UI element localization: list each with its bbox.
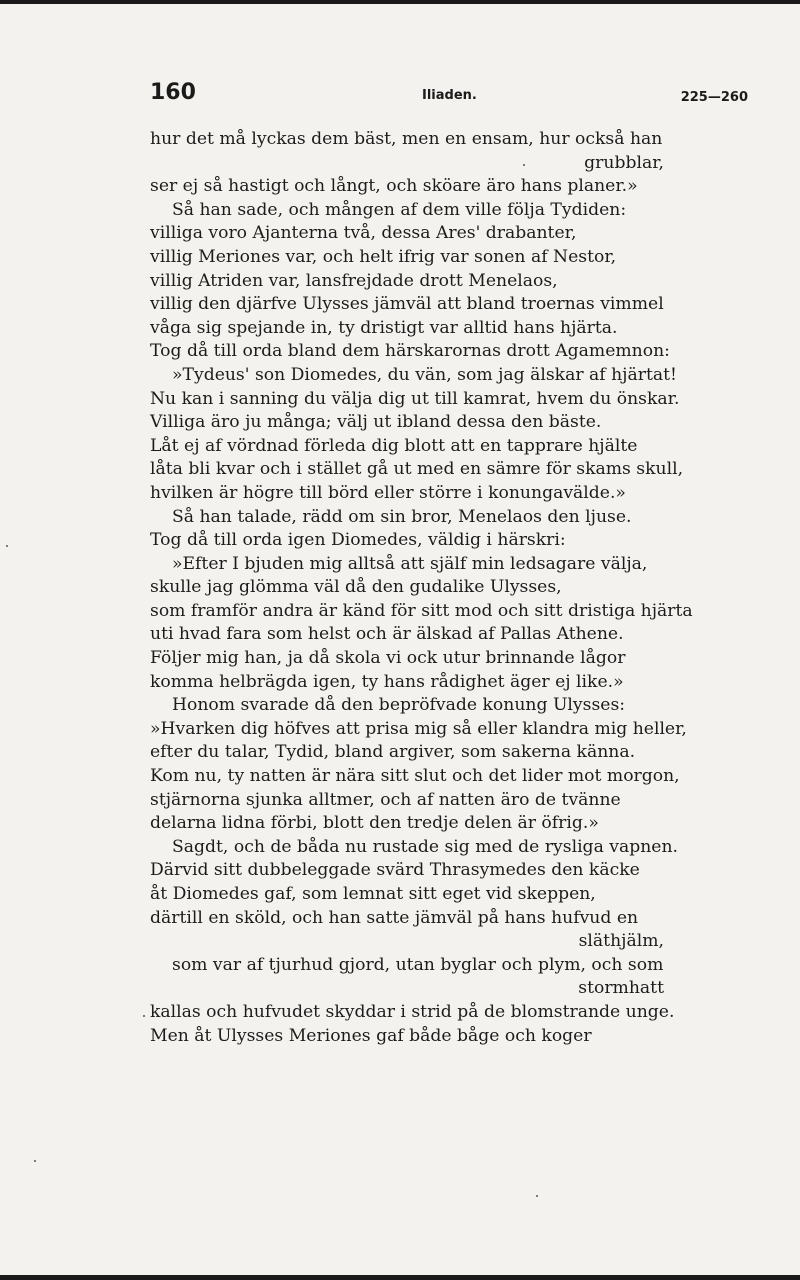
verse-line: delarna lidna förbi, blott den tredje delen är öfrig.»: [150, 813, 599, 834]
scan-speck: [536, 1195, 538, 1197]
verse-line: därtill en sköld, och han satte jämväl på hans hufvud en: [150, 907, 639, 928]
verse-line: ser ej så hastigt och långt, och sköare äro hans planer.»: [150, 176, 638, 197]
verse-line: skulle jag glömma väl då den gudalike Ulysses,: [150, 577, 562, 598]
verse-line: villig den djärfve Ulysses jämväl att bland troernas vimmel: [150, 294, 664, 315]
verse-line: villig Meriones var, och helt ifrig var sonen af Nestor,: [150, 246, 617, 267]
scan-speck: [523, 164, 525, 166]
scan-speck: [6, 545, 8, 547]
verse-line: Låt ej af vördnad förleda dig blott att en tapprare hjälte: [150, 435, 638, 456]
verse-line: låta bli kvar och i stället gå ut med en sämre för skams skull,: [150, 459, 684, 480]
verse-line: kallas och hufvudet skyddar i strid på de blomstrande unge.: [150, 1001, 675, 1022]
verse-line: Så han sade, och mången af dem ville följa Tydiden:: [172, 199, 627, 220]
verse-line: Villiga äro ju många; välj ut ibland dessa den bäste.: [150, 412, 602, 433]
verse-line: våga sig spejande in, ty dristigt var alltid hans hjärta.: [150, 317, 618, 338]
verse-line: villig Atriden var, lansfrejdade drott Menelaos,: [150, 270, 558, 291]
verse-line: Därvid sitt dubbeleggade svärd Thrasymedes den käcke: [150, 860, 640, 881]
poem-text: [150, 128, 750, 1048]
page-header: [150, 80, 748, 110]
verse-line: efter du talar, Tydid, bland argiver, som sakerna känna.: [150, 742, 636, 763]
verse-line: Tog då till orda igen Diomedes, väldig i härskri:: [150, 530, 566, 551]
verse-line: Så han talade, rädd om sin bror, Menelaos den ljuse.: [172, 506, 632, 527]
verse-line: som var af tjurhud gjord, utan byglar och plym, och som: [172, 954, 664, 975]
verse-line: hvilken är högre till börd eller större i konungavälde.»: [150, 482, 626, 503]
verse-line: som framför andra är känd för sitt mod och sitt dristiga hjärta: [150, 600, 693, 621]
verse-line: hur det må lyckas dem bäst, men en ensam, hur också han: [150, 129, 663, 149]
verse-line: »Hvarken dig höfves att prisa mig så eller klandra mig heller,: [150, 718, 687, 739]
verse-line-continuation: stormhatt: [578, 978, 664, 999]
verse-line-continuation: släthjälm,: [578, 931, 664, 952]
verse-line: Honom svarade då den bepröfvade konung Ulysses:: [172, 695, 626, 716]
verse-line: Sagdt, och de båda nu rustade sig med de rysliga vapnen.: [172, 836, 679, 857]
verse-line: »Efter I bjuden mig alltså att själf min ledsagare välja,: [172, 553, 648, 574]
verse-line: Kom nu, ty natten är nära sitt slut och det lider mot morgon,: [150, 766, 680, 787]
verse-line: Följer mig han, ja då skola vi ock utur brinnande lågor: [150, 648, 626, 669]
verse-line: komma helbrägda igen, ty hans rådighet äger ej like.»: [150, 671, 624, 692]
running-title: Iliaden.: [422, 88, 477, 103]
verse-line: Nu kan i sanning du välja dig ut till kamrat, hvem du önskar.: [150, 388, 680, 409]
scan-speck: [34, 1160, 36, 1162]
line-range: 225—260: [680, 90, 748, 105]
scan-edge-bottom: [0, 1275, 800, 1280]
verse-line: stjärnorna sjunka alltmer, och af natten äro de tvänne: [150, 789, 621, 810]
verse-line: »Tydeus' son Diomedes, du vän, som jag älskar af hjärtat!: [172, 364, 677, 385]
scan-speck: [143, 1015, 145, 1017]
verse-line: uti hvad fara som helst och är älskad af Pallas Athene.: [150, 624, 624, 645]
page-number: 160: [150, 80, 196, 105]
scan-edge-top: [0, 0, 800, 4]
verse-line-continuation: grubblar,: [584, 152, 664, 173]
verse-line: Tog då till orda bland dem härskarornas drott Agamemnon:: [150, 341, 670, 362]
verse-line: Men åt Ulysses Meriones gaf både båge och koger: [150, 1025, 592, 1046]
verse-line: åt Diomedes gaf, som lemnat sitt eget vid skeppen,: [150, 884, 596, 904]
verse-line: villiga voro Ajanterna två, dessa Ares' drabanter,: [150, 223, 577, 244]
